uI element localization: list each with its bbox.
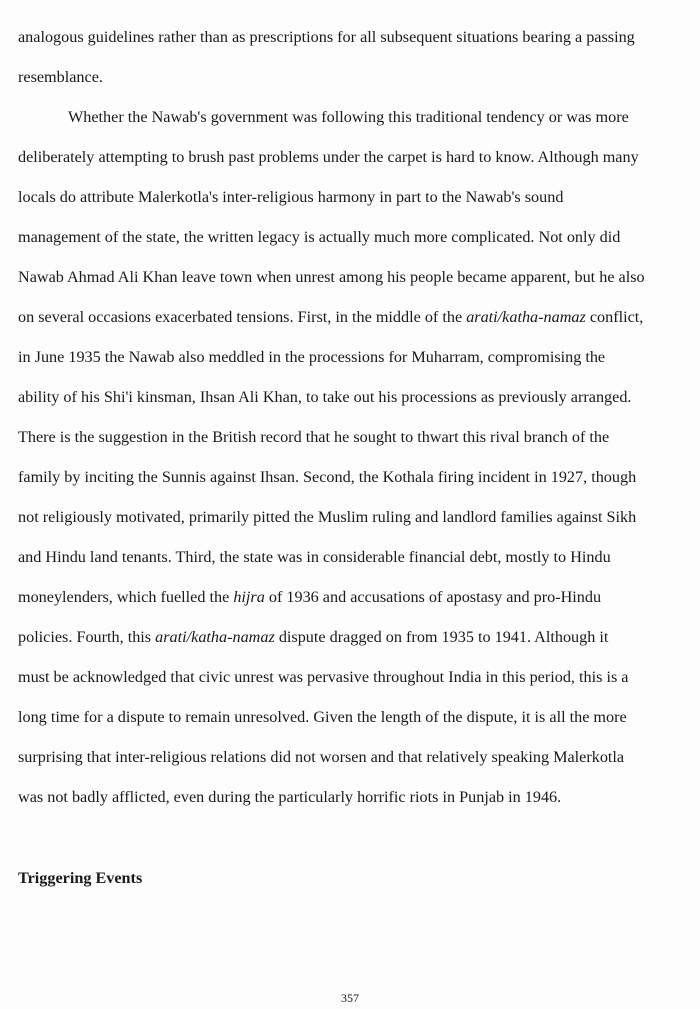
paragraph-2-line-7: in June 1935 the Nawab also meddled in the processions for Muharram, compromising the xyxy=(18,348,606,366)
paragraph-2-line-4: management of the state, the written legacy is actually much more complicated. Not only did xyxy=(18,228,621,246)
italic-term: hijra xyxy=(233,588,265,606)
paragraph-2-line-10: family by inciting the Sunnis against Ihsan. Second, the Kothala firing incident in 1927, though xyxy=(18,468,637,486)
paragraph-2-line-13 xyxy=(18,587,601,607)
italic-term: arati/katha-namaz xyxy=(466,308,586,326)
paragraph-2-line-17: surprising that inter-religious relations did not worsen and that relatively speaking Malerkotla xyxy=(18,748,625,766)
paragraph-2-line-11: not religiously motivated, primarily pitted the Muslim ruling and landlord families against Sikh xyxy=(18,508,637,526)
paragraph-1-line-2: resemblance. xyxy=(18,68,103,86)
paragraph-2-line-5: Nawab Ahmad Ali Khan leave town when unrest among his people became apparent, but he also xyxy=(18,268,645,286)
paragraph-2-line-9: There is the suggestion in the British record that he sought to thwart this rival branch of the xyxy=(18,428,610,446)
paragraph-2-line-15: must be acknowledged that civic unrest was pervasive throughout India in this period, this is a xyxy=(18,668,629,686)
text-run: policies. Fourth, this xyxy=(18,628,156,646)
text-run: conflict, xyxy=(585,308,644,326)
paragraph-2-line-18: was not badly afflicted, even during the particularly horrific riots in Punjab in 1946. xyxy=(18,788,562,806)
paragraph-2-line-16: long time for a dispute to remain unresolved. Given the length of the dispute, it is all the more xyxy=(18,708,627,726)
italic-term: arati/katha-namaz xyxy=(155,628,275,646)
text-run: of 1936 and accusations of apostasy and pro-Hindu xyxy=(264,588,602,606)
text-run: moneylenders, which fuelled the xyxy=(18,588,234,606)
text-run: on several occasions exacerbated tensions. First, in the middle of the xyxy=(18,308,467,326)
paragraph-2-line-1: Whether the Nawab's government was following this traditional tendency or was more xyxy=(68,108,629,126)
paragraph-2-line-6 xyxy=(18,307,643,327)
page-number: 357 xyxy=(341,991,359,1005)
text-run: dispute dragged on from 1935 to 1941. Although it xyxy=(274,628,609,646)
section-heading: Triggering Events xyxy=(18,869,143,887)
paragraph-2-line-12: and Hindu land tenants. Third, the state was in considerable financial debt, mostly to Hindu xyxy=(18,548,611,566)
paragraph-2-line-2: deliberately attempting to brush past problems under the carpet is hard to know. Although many xyxy=(18,148,639,166)
paragraph-2-line-3: locals do attribute Malerkotla's inter-religious harmony in part to the Nawab's sound xyxy=(18,188,564,206)
paragraph-2-line-8: ability of his Shi'i kinsman, Ihsan Ali Khan, to take out his processions as previously arranged. xyxy=(18,388,632,406)
paragraph-2-line-14 xyxy=(18,627,608,647)
paragraph-1-line-1: analogous guidelines rather than as prescriptions for all subsequent situations bearing a passing xyxy=(18,28,635,46)
